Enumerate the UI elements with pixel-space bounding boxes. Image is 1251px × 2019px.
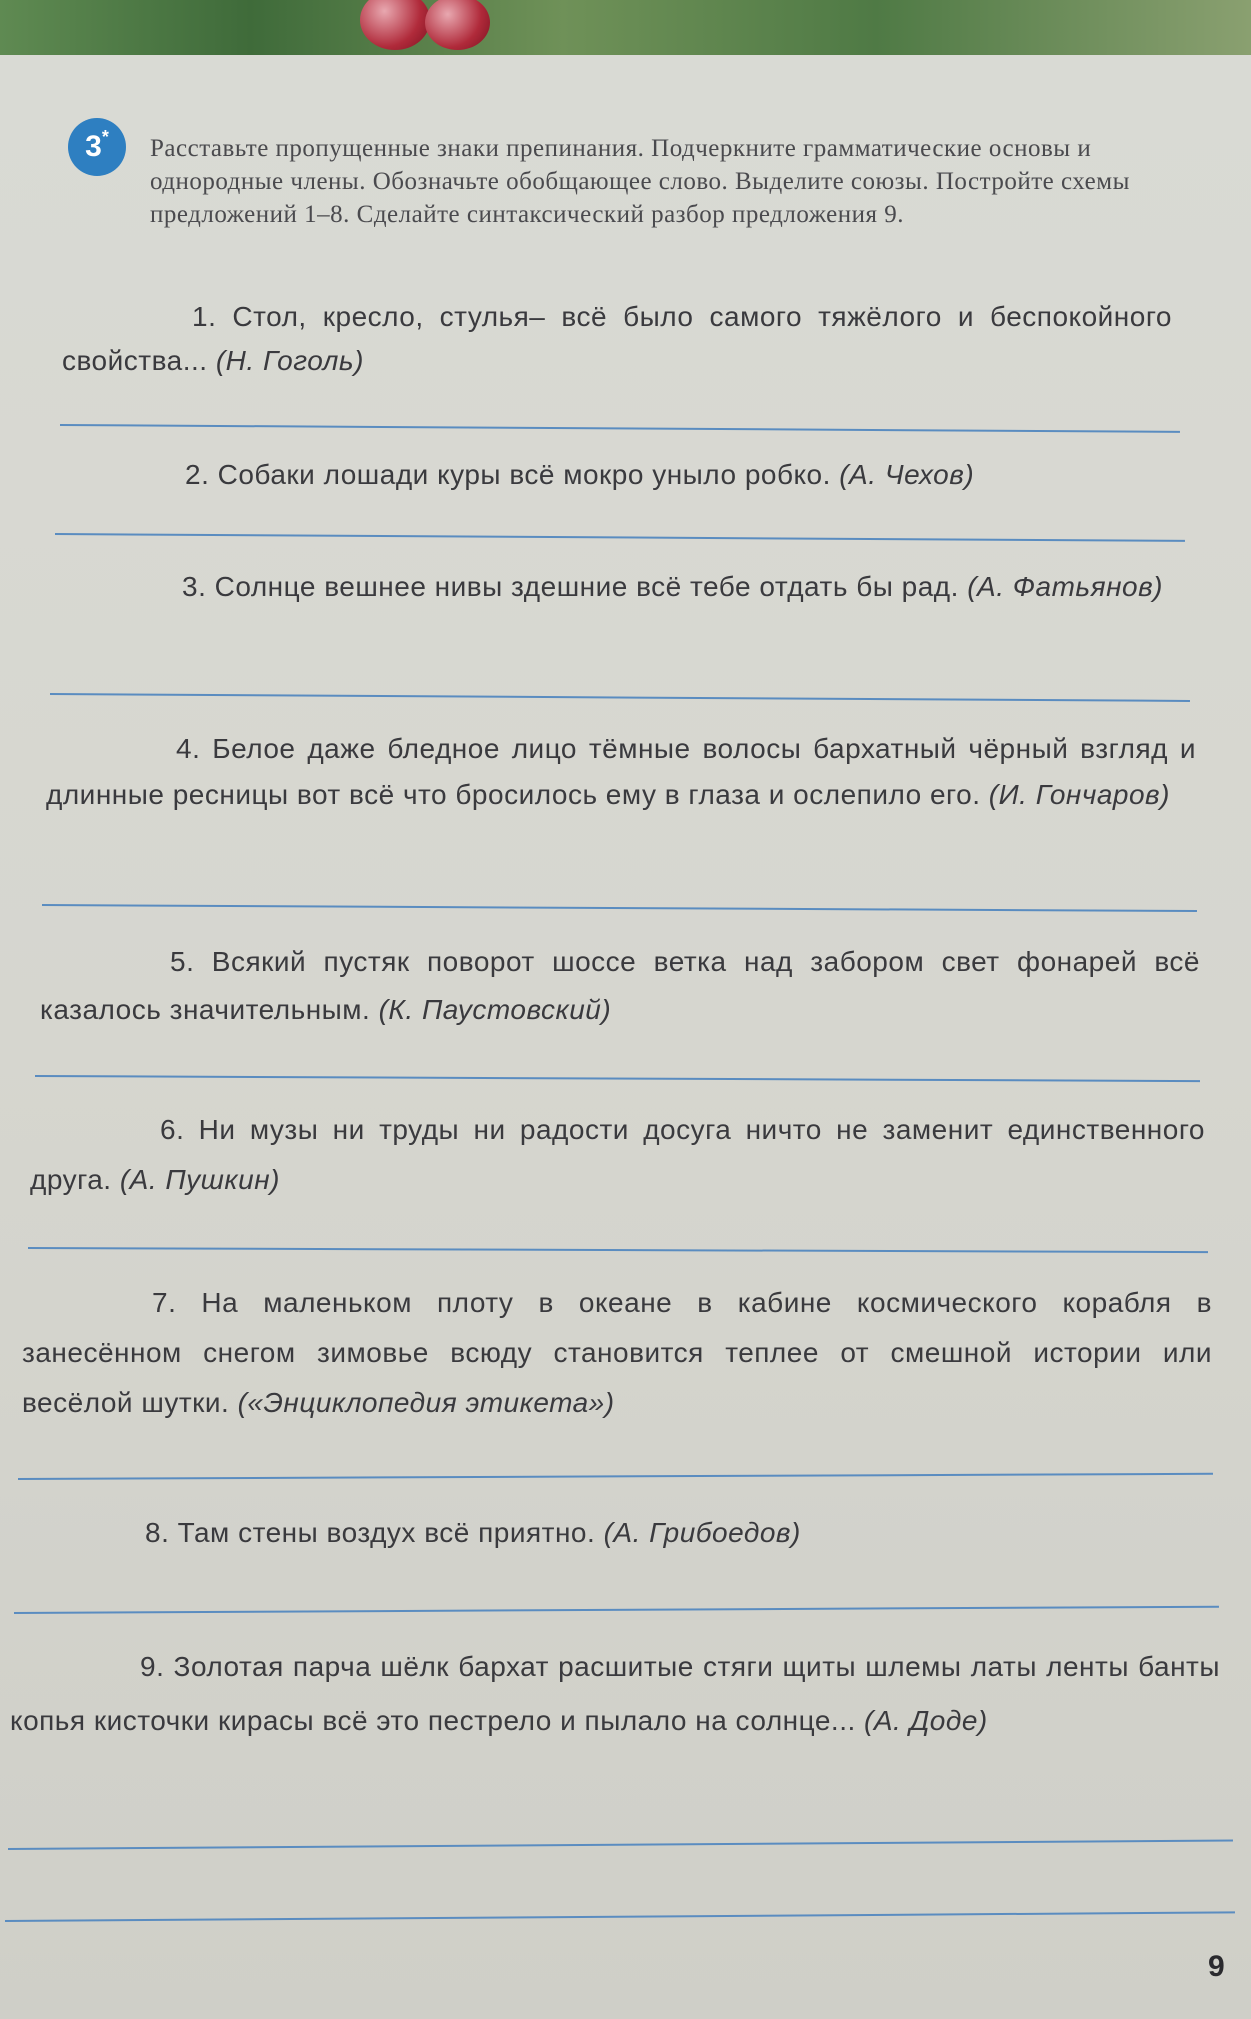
berry-illustration bbox=[360, 0, 430, 50]
sentence-9 bbox=[10, 1640, 1220, 1748]
task-instruction: Расставьте пропущенные знаки препинания. Подчеркните грамматические основы и однородные члены. Обозначьте обобщающее слово. Выделите союзы. Постройте схемы предложений 1–8. Сделайте синтаксический разбор предложения 9. bbox=[150, 135, 1130, 228]
sentence-author: (И. Гончаров) bbox=[988, 779, 1170, 810]
sentence-text: Стол, кресло, стулья– всё было самого тяжёлого и беспокойного свойства... bbox=[62, 301, 1173, 376]
sentence-number: 7. bbox=[152, 1287, 177, 1318]
sentence-text: Там стены воздух всё приятно. bbox=[177, 1517, 596, 1548]
sentence-5 bbox=[40, 938, 1200, 1034]
sentence-author: (А. Пушкин) bbox=[119, 1164, 280, 1195]
sentence-6 bbox=[30, 1105, 1205, 1205]
sentence-3 bbox=[52, 565, 1192, 609]
sentence-number: 6. bbox=[160, 1114, 185, 1145]
sentence-author: (Н. Гоголь) bbox=[215, 345, 364, 376]
sentence-text: На маленьком плоту в океане в кабине космического корабля в занесённом снегом зимовье всюду становится теплее от смешной истории или весёлой шутки. bbox=[22, 1287, 1212, 1418]
sentence-number: 3. bbox=[182, 571, 207, 602]
sentence-text: Ни музы ни труды ни радости досуга ничто не заменит единственного друга. bbox=[30, 1114, 1205, 1195]
sentence-author: («Энциклопедия этикета») bbox=[237, 1387, 615, 1418]
sentence-8 bbox=[15, 1508, 1215, 1558]
sentence-1 bbox=[62, 295, 1172, 383]
sentence-text: Белое даже бледное лицо тёмные волосы бархатный чёрный взгляд и длинные ресницы вот всё что бросилось ему в глаза и ослепило его. bbox=[46, 733, 1196, 810]
sentence-author: (А. Грибоедов) bbox=[603, 1517, 801, 1548]
sentence-text: Всякий пустяк поворот шоссе ветка над забором свет фонарей всё казалось значительным. bbox=[40, 946, 1200, 1025]
sentence-author: (А. Доде) bbox=[864, 1705, 988, 1736]
sentence-author: (А. Чехов) bbox=[839, 459, 975, 490]
sentence-text: Золотая парча шёлк бархат расшитые стяги щиты шлемы латы ленты банты копья кисточки кирасы всё это пестрело и пылало на солнце... bbox=[10, 1651, 1220, 1736]
sentence-4 bbox=[46, 726, 1196, 818]
sentence-2 bbox=[55, 453, 1185, 497]
sentence-number: 2. bbox=[185, 459, 210, 490]
page-number: 9 bbox=[1208, 1950, 1225, 1983]
sentence-author: (А. Фатьянов) bbox=[967, 571, 1164, 602]
sentence-author: (К. Паустовский) bbox=[378, 994, 612, 1025]
berry-illustration bbox=[425, 0, 490, 50]
sentence-number: 5. bbox=[170, 946, 195, 977]
task-number: 3 bbox=[85, 130, 102, 163]
sentence-number: 9. bbox=[140, 1651, 165, 1682]
sentence-text: Собаки лошади куры всё мокро уныло робко. bbox=[217, 459, 831, 490]
task-star-mark: * bbox=[101, 126, 109, 147]
sentence-7 bbox=[22, 1278, 1212, 1428]
task-number-badge bbox=[68, 118, 126, 176]
sentence-number: 4. bbox=[176, 733, 201, 764]
sentence-number: 8. bbox=[145, 1517, 170, 1548]
sentence-text: Солнце вешнее нивы здешние всё тебе отдать бы рад. bbox=[214, 571, 959, 602]
sentence-number: 1. bbox=[192, 301, 217, 332]
